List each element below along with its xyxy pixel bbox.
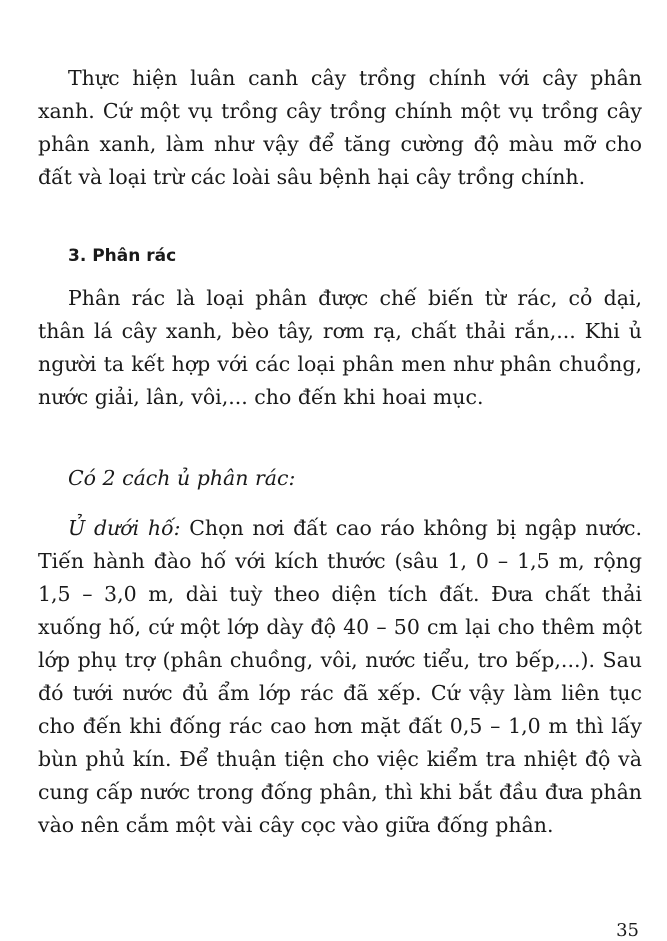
paragraph-crop-rotation: Thực hiện luân canh cây trồng chính với cây phân xanh. Cứ một vụ trồng cây trồng chính một vụ trồng cây phân xanh, làm như vậy để tăng cường độ màu mỡ cho đất và loại trừ các loài sâu bệnh hại cây trồng chính.: [38, 66, 642, 189]
paragraph-two-methods: Có 2 cách ủ phân rác:: [68, 466, 296, 490]
page-number: 35: [616, 920, 639, 941]
paragraph-compost-definition: Phân rác là loại phân được chế biến từ rác, cỏ dại, thân lá cây xanh, bèo tây, rơm rạ, chất thải rắn,... Khi ủ người ta kết hợp với các loại phân men như phân chuồng, nước giải, lân, vôi,... cho đến khi hoai mục.: [38, 286, 642, 409]
pit-composting-lead: Ủ dưới hố:: [68, 516, 181, 540]
section-heading: 3. Phân rác: [68, 246, 177, 266]
pit-composting-body: Chọn nơi đất cao ráo không bị ngập nước. Tiến hành đào hố với kích thước (sâu 1, 0 – 1,5 m, rộng 1,5 – 3,0 m, dài tuỳ theo diện tích đất. Đưa chất thải xuống hố, cứ một lớp dày độ 40 – 50 cm lại cho thêm một lớp phụ trợ (phân chuồng, vôi, nước tiểu, tro bếp,...). Sau đó tưới nước đủ ẩm lớp rác đã xếp. Cứ vậy làm liên tục cho đến khi đống rác cao hơn mặt đất 0,5 – 1,0 m thì lấy bùn phủ kín. Để thuận tiện cho việc kiểm tra nhiệt độ và cung cấp nước trong đống phân, thì khi bắt đầu đưa phân vào nên cắm một vài cây cọc vào giữa đống phân.: [38, 516, 643, 837]
paragraph-pit-composting: [38, 512, 642, 842]
